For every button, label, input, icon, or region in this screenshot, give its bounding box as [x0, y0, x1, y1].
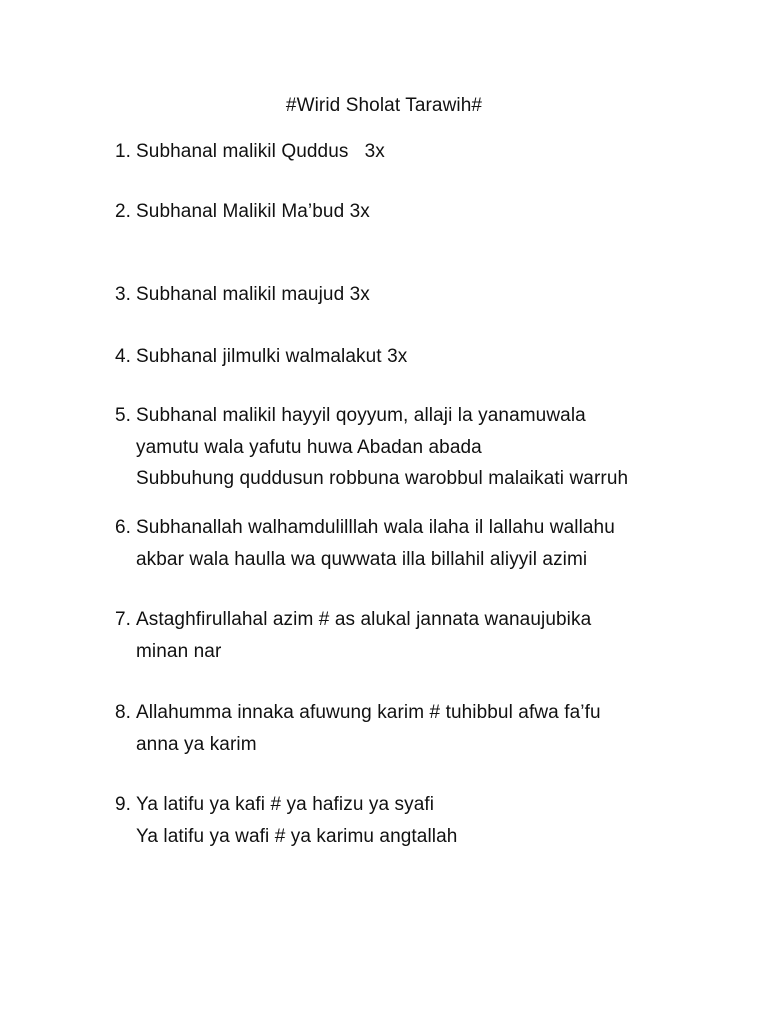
item-number: 7.: [115, 609, 132, 630]
item-line: Subhanal malikil hayyil qoyyum, allaji la yanamuwala: [136, 405, 586, 426]
item-number: 9.: [115, 794, 132, 815]
item-line: Ya latifu ya wafi # ya karimu angtallah: [136, 825, 458, 847]
item-line: minan nar: [136, 640, 222, 662]
item-number: 3.: [115, 284, 132, 305]
item-number: 1.: [115, 141, 132, 162]
item-line: Subhanal malikil maujud 3x: [136, 284, 370, 305]
document-title: #Wirid Sholat Tarawih#: [285, 95, 483, 116]
item-line: anna ya karim: [136, 733, 257, 755]
item-line: Subhanal Malikil Ma’bud 3x: [136, 201, 370, 222]
item-line: Ya latifu ya kafi # ya hafizu ya syafi: [136, 794, 435, 815]
item-number: 8.: [115, 702, 132, 723]
item-line: Subbuhung quddusun robbuna warobbul malaikati warruh: [136, 468, 629, 489]
list-item: [115, 341, 755, 373]
list-item: [115, 604, 755, 667]
item-line: Subhanal malikil Quddus 3x: [136, 141, 385, 162]
item-number: 2.: [115, 201, 132, 222]
list-item: [115, 512, 755, 575]
item-number: 4.: [115, 346, 132, 367]
list-item: [115, 196, 755, 228]
item-number: 5.: [115, 405, 132, 426]
item-line: Subhanal jilmulki walmalakut 3x: [136, 346, 408, 367]
list-item: [115, 789, 755, 852]
list-item: [115, 279, 755, 311]
item-line: yamutu wala yafutu huwa Abadan abada: [136, 436, 482, 458]
list-item: [115, 400, 755, 495]
item-line: Subhanallah walhamdulilllah wala ilaha il lallahu wallahu: [136, 517, 615, 538]
item-line: akbar wala haulla wa quwwata illa billahil aliyyil azimi: [136, 548, 588, 570]
item-number: 6.: [115, 517, 132, 538]
list-item: [115, 136, 755, 168]
list-item: [115, 697, 755, 760]
item-line: Allahumma innaka afuwung karim # tuhibbul afwa fa’fu: [136, 702, 601, 723]
item-line: Astaghfirullahal azim # as alukal jannata wanaujubika: [136, 609, 592, 630]
